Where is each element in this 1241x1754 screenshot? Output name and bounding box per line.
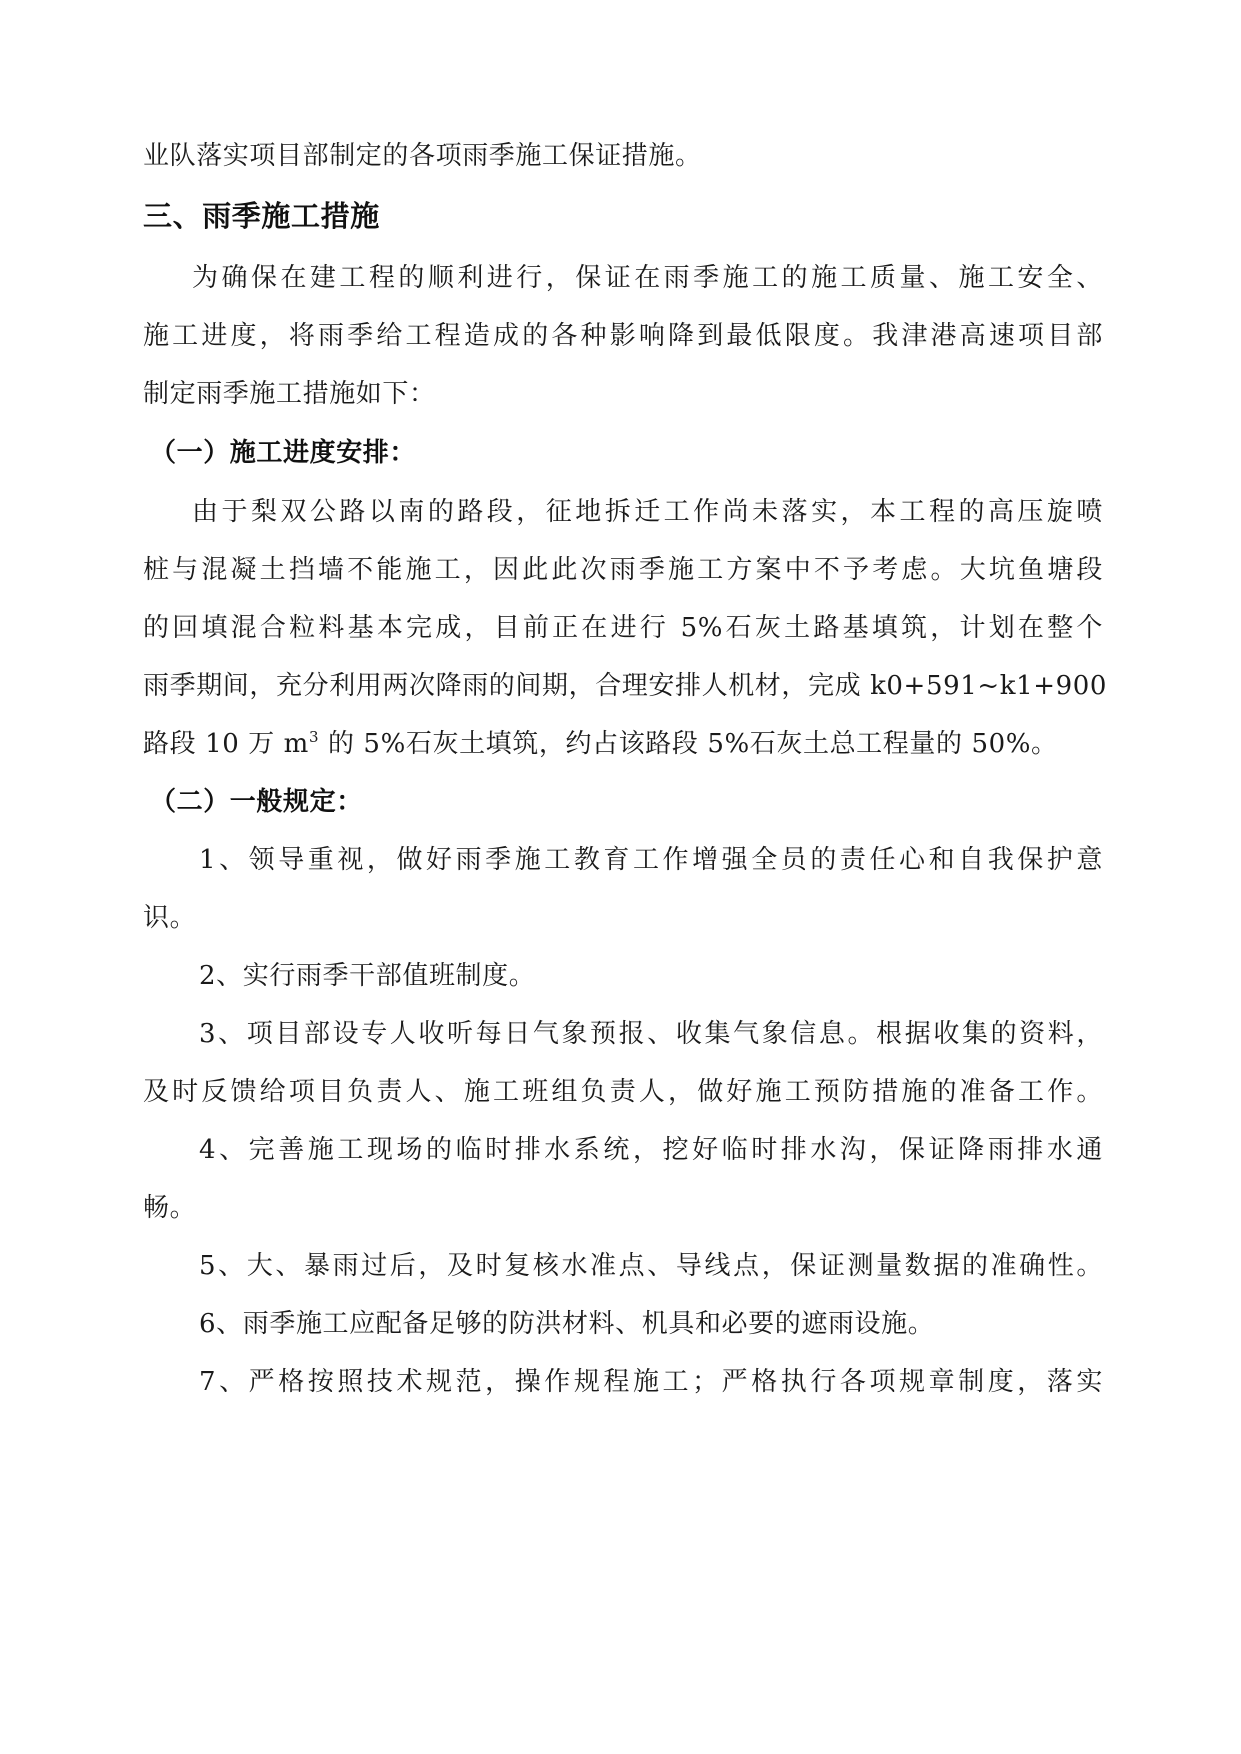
section-title: 三、雨季施工措施	[143, 199, 380, 233]
purpose-line-2: 施工进度，将雨季给工程造成的各种影响降到最低限度。我津港高速项目部	[143, 321, 1103, 351]
schedule-line-3: 的回填混合粒料基本完成，目前正在进行 5%石灰土路基填筑，计划在整个	[143, 613, 1103, 643]
schedule-line-4: 雨季期间，充分利用两次降雨的间期，合理安排人机材，完成 k0+591~k1+900	[143, 671, 1108, 701]
rule-3-line-2: 及时反馈给项目负责人、施工班组负责人，做好施工预防措施的准备工作。	[143, 1077, 1103, 1107]
rule-4-line-2: 畅。	[143, 1193, 197, 1223]
rule-5: 5、大、暴雨过后，及时复核水准点、导线点，保证测量数据的准确性。	[199, 1251, 1103, 1281]
rule-7: 7、严格按照技术规范，操作规程施工；严格执行各项规章制度，落实	[199, 1367, 1103, 1397]
cubic-superscript: 3	[308, 728, 320, 746]
rule-6: 6、雨季施工应配备足够的防洪材料、机具和必要的遮雨设施。	[199, 1309, 935, 1339]
rule-2: 2、实行雨季干部值班制度。	[199, 961, 536, 991]
rule-1-line-1: 1、领导重视，做好雨季施工教育工作增强全员的责任心和自我保护意	[199, 845, 1103, 875]
intro-line: 业队落实项目部制定的各项雨季施工保证措施。	[143, 141, 702, 171]
schedule-line-5	[143, 726, 1103, 762]
purpose-line-3: 制定雨季施工措施如下：	[143, 379, 436, 409]
subsection-2-title: （二）一般规定：	[150, 787, 363, 817]
rule-3-line-1: 3、项目部设专人收听每日气象预报、收集气象信息。根据收集的资料，	[199, 1019, 1103, 1049]
schedule-line-2: 桩与混凝土挡墙不能施工，因此此次雨季施工方案中不予考虑。大坑鱼塘段	[143, 555, 1103, 585]
schedule-line-5-start: 路段 10 万 m	[143, 729, 309, 759]
rule-1-line-2: 识。	[143, 903, 197, 933]
schedule-line-5-end: 的 5%石灰土填筑，约占该路段 5%石灰土总工程量的 50%。	[319, 729, 1058, 759]
schedule-line-1: 由于梨双公路以南的路段，征地拆迁工作尚未落实，本工程的高压旋喷	[192, 497, 1103, 527]
subsection-1-title: （一）施工进度安排：	[150, 438, 417, 468]
rule-4-line-1: 4、完善施工现场的临时排水系统，挖好临时排水沟，保证降雨排水通	[199, 1135, 1103, 1165]
purpose-line-1: 为确保在建工程的顺利进行，保证在雨季施工的施工质量、施工安全、	[192, 263, 1103, 293]
